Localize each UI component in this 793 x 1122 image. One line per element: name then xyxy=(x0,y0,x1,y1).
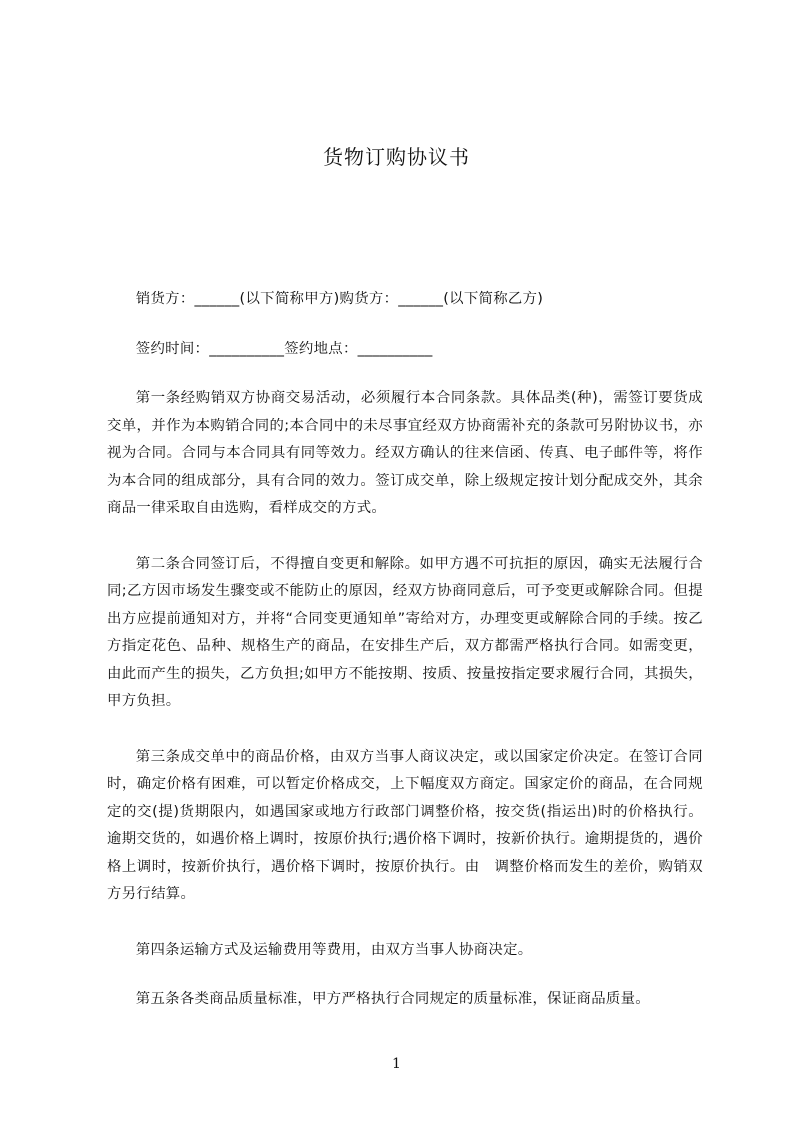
document-title: 货物订购协议书 xyxy=(323,145,470,169)
article-1-paragraph: 第一条经购销双方协商交易活动，必须履行本合同条款。具体品类(种)，需签订要货成交单，并作为本购销合同的;本合同中的未尽事宜经双方协商需补充的条款可另附协议书，亦视为合同。合同与本合同具有同等效力。经双方确认的往来信函、传真、电子邮件等，将作为本合同的组成部分，具有合同的效力。签订成交单，除上级规定按计划分配成交外，其余商品一律采取自由选购，看样成交的方式。 xyxy=(107,390,703,516)
signing-info-line: 签约时间：__________签约地点：__________ xyxy=(135,340,433,357)
article-3-paragraph: 第三条成交单中的商品价格，由双方当事人商议决定，或以国家定价决定。在签订合同时，确定价格有困难，可以暂定价格成交，上下幅度双方商定。国家定价的商品，在合同规定的交(提)货期限内，如遇国家或地方行政部门调整价格，按交货(指运出)时的价格执行。逾期交货的，如遇价格上调时，按原价执行;遇价格下调时，按新价执行。逾期提货的，遇价格上调时，按新价执行，遇价格下调时，按原价执行。由 调整价格而发生的差价，购销双方另行结算。 xyxy=(107,748,703,902)
page-number: 1 xyxy=(392,1056,401,1072)
article-2-paragraph: 第二条合同签订后，不得擅自变更和解除。如甲方遇不可抗拒的原因，确实无法履行合同;乙方因市场发生骤变或不能防止的原因，经双方协商同意后，可予变更或解除合同。但提出方应提前通知对方，并将“合同变更通知单”寄给对方，办理变更或解除合同的手续。按乙方指定花色、品种、规格生产的商品，在安排生产后，双方都需严格执行合同。如需变更，由此而产生的损失，乙方负担;如甲方不能按期、按质、按量按指定要求履行合同，其损失，甲方负担。 xyxy=(107,555,703,709)
article-5-paragraph: 第五条各类商品质量标准，甲方严格执行合同规定的质量标准，保证商品质量。 xyxy=(135,991,650,1007)
article-4-paragraph: 第四条运输方式及运输费用等费用，由双方当事人协商决定。 xyxy=(135,941,533,958)
parties-line: 销货方：______(以下简称甲方)购货方：______(以下简称乙方) xyxy=(135,291,544,307)
document-body xyxy=(107,286,703,1036)
